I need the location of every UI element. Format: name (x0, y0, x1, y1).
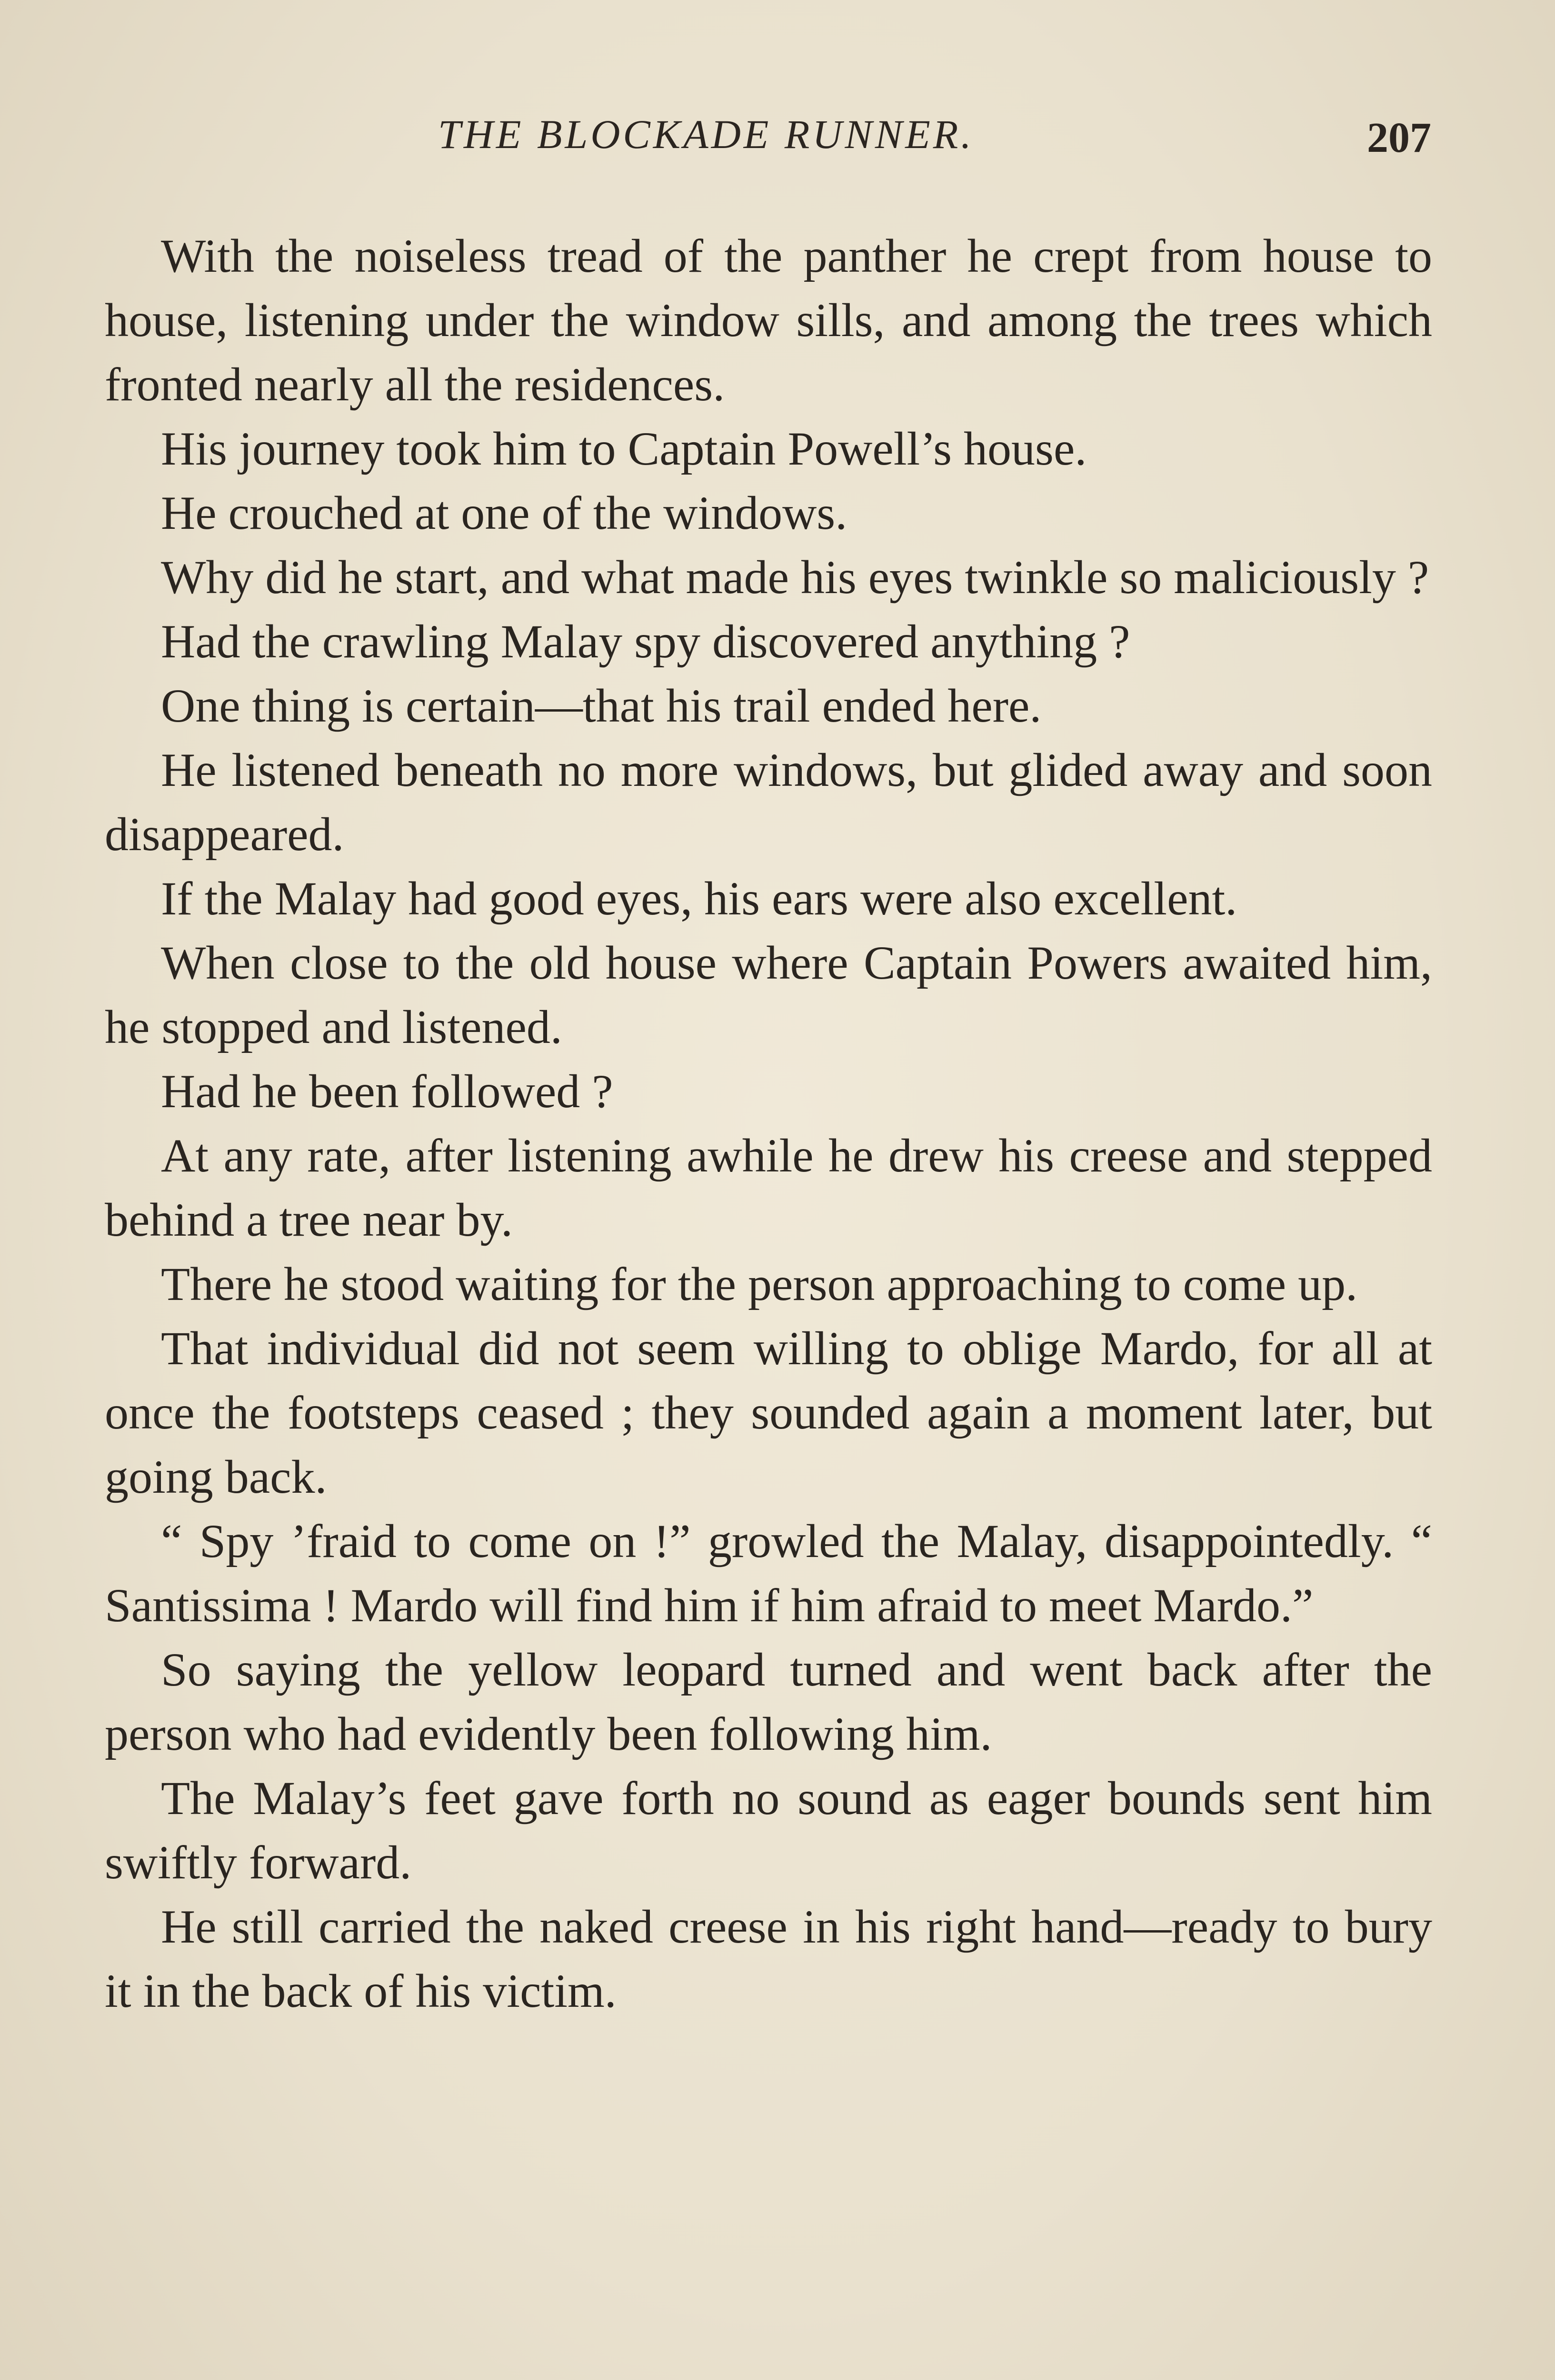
paragraph: He crouched at one of the windows. (161, 486, 847, 539)
running-head: THE BLOCKADE RUNNER. (438, 111, 974, 157)
body-text (105, 224, 1432, 2023)
paragraph: Had he been followed ? (161, 1065, 613, 1118)
paragraph: The Malay’s feet gave forth no sound as eager bounds sent him swiftly forward. (105, 1772, 1432, 1889)
page-number: 207 (1367, 114, 1431, 161)
paragraph: Had the crawling Malay spy discovered anything ? (161, 615, 1130, 668)
paragraph: One thing is certain—that his trail ended here. (161, 679, 1042, 732)
paragraph: If the Malay had good eyes, his ears were also excellent. (161, 872, 1237, 925)
paragraph: His journey took him to Captain Powell’s house. (161, 422, 1087, 475)
paragraph: With the noiseless tread of the panther he crept from house to house, listening under the window sills, and among the trees which fronted nearly all the residences. (105, 229, 1432, 411)
paragraph: “ Spy ’fraid to come on !” growled the Malay, disappointedly. “ Santissima ! Mardo will find him if him afraid to meet Mardo.” (105, 1515, 1432, 1632)
paragraph: Why did he start, and what made his eyes twinkle so maliciously ? (161, 551, 1429, 604)
paragraph: At any rate, after listening awhile he drew his creese and stepped behind a tree near by. (105, 1129, 1432, 1246)
page-header (105, 110, 1431, 172)
paragraph: There he stood waiting for the person approaching to come up. (161, 1258, 1358, 1310)
paragraph: He listened beneath no more windows, but glided away and soon disappeared. (105, 744, 1432, 861)
paragraph: When close to the old house where Captain Powers awaited him, he stopped and listened. (105, 936, 1432, 1053)
paragraph: So saying the yellow leopard turned and went back after the person who had evidently been following him. (105, 1643, 1432, 1760)
paragraph: He still carried the naked creese in his right hand—ready to bury it in the back of his victim. (105, 1900, 1432, 2017)
paragraph: That individual did not seem willing to oblige Mardo, for all at once the footsteps ceased ; they sounded again a moment later, but going back. (105, 1322, 1432, 1503)
